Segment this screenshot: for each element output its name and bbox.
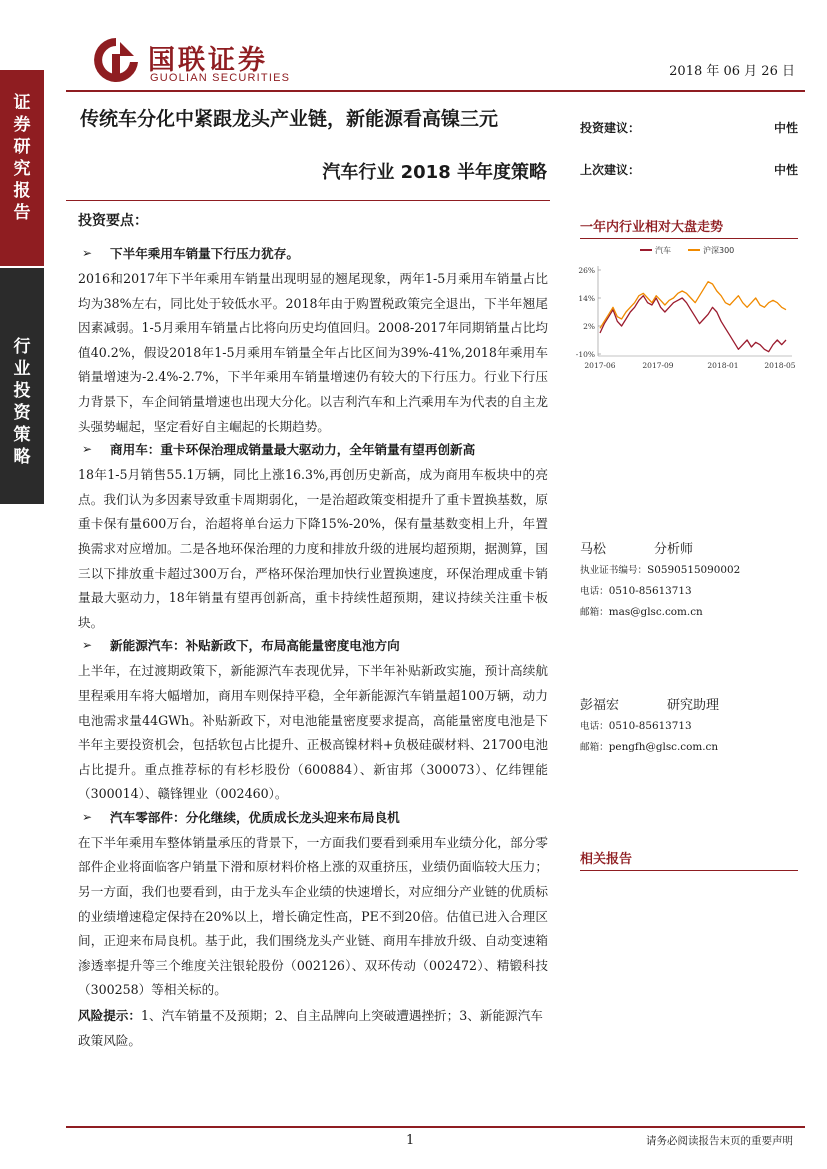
legend-label: 汽车 [655, 246, 671, 255]
sidebar-character: 行 [13, 337, 31, 357]
y-tick-label: 2% [583, 322, 595, 331]
analyst-email[interactable]: mas@glsc.com.cn [608, 606, 703, 618]
investment-rating-value: 中性 [773, 121, 798, 135]
section-heading-commercial [78, 440, 548, 459]
sidebar-character: 券 [13, 115, 31, 135]
section-heading-text: 下半年乘用车销量下行压力犹存。 [110, 246, 299, 261]
title-divider [66, 200, 550, 201]
sidebar-character: 投 [13, 381, 31, 401]
risk-warning [78, 1004, 548, 1053]
chart-section-divider [580, 238, 798, 239]
analyst-phone: 0510-85613713 [608, 585, 692, 597]
x-tick-label: 2018-01 [707, 361, 739, 370]
analyst-cert-row [580, 560, 798, 581]
risk-warning-text: 1、汽车销量不及预期；2、自主品牌向上突破遭遇挫折；3、新能源汽车政策风险。 [78, 1008, 543, 1048]
sidebar-character: 研 [13, 137, 31, 157]
relative-performance-chart [570, 240, 802, 380]
disclaimer-note: 请务必阅读报告末页的重要声明 [646, 1135, 793, 1147]
analyst-name: 彭福宏 [580, 698, 620, 713]
sidebar-character: 略 [13, 447, 31, 467]
section-paragraph-passenger: 2016和2017年下半年乘用车销量出现明显的翘尾现象，两年1-5月乘用车销量占比均为38%左右，同比处于较低水平。2018年由于购置税政策完全退出，下半年翘尾因素减弱。1-5月乘用车销量占比将向历史均值回归。2008-2017年同期销量占比均值40.2%，假设2018年1-5月乘用车销量全年占比区间为39%-41%,2018年乘用车销量增速为-2.4%-2.7%，下半年乘用车销量增速仍有较大的下行压力。行业下行压力背景下，车企间销量增速也出现大分化。以吉利汽车和上汽乘用车为代表的自主龙头强势崛起，坚定看好自主崛起的长期趋势。 [78, 271, 548, 434]
analyst-title: 分析师 [654, 542, 694, 557]
sidebar-report-type-label [0, 92, 44, 224]
analyst-phone-label: 电话： [580, 721, 609, 732]
analyst-card [580, 540, 798, 623]
sidebar-character: 报 [13, 181, 31, 201]
analyst-email-label: 邮箱： [580, 607, 609, 618]
report-date: 2018 年 06 月 26 日 [669, 64, 795, 79]
chart-section-heading [580, 216, 798, 235]
section-heading-text: 汽车零部件：分化继续，优质成长龙头迎来布局良机 [110, 809, 400, 825]
section-heading-text: 商用车：重卡环保治理成销量最大驱动力，全年销量有望再创新高 [110, 442, 476, 458]
x-tick-label: 2017-06 [584, 361, 616, 370]
bullet-arrow-icon: ➢ [82, 442, 93, 457]
analyst-title: 研究助理 [667, 698, 720, 713]
analyst-cert-label: 执业证书编号： [580, 565, 648, 576]
sidebar-character: 业 [13, 359, 31, 379]
logo-english-name: GUOLIAN SECURITIES [150, 72, 291, 84]
section-paragraph-commercial: 18年1-5月销售55.1万辆，同比上涨16.3%,再创历史新高，成为商用车板块中的亮点。我们认为多因素导致重卡周期弱化，一是治超政策变相提升了重卡置换基数，原重卡保有量600万台，治超将单台运力下降15%-20%，保有量基数变相上升，年置换需求对应增加。二是各地环保治理的力度和排放升级的进展均超预期，据测算，国三以下排放重卡超过300万台，严格环保治理加快行业置换速度，环保治理成重卡销量最大驱动力，18年销量有望再创新高，重卡持续性超预期，建议持续关注重卡板块。 [78, 467, 548, 630]
section-heading-passenger [78, 244, 548, 263]
bullet-arrow-icon: ➢ [82, 638, 93, 653]
y-tick-label: 26% [578, 266, 595, 275]
analyst-phone-row [580, 581, 798, 602]
analyst-name: 马松 [580, 542, 607, 557]
y-tick-label: -10% [575, 350, 595, 359]
logo-chinese-name: 国联证券 [148, 45, 268, 76]
analyst-phone-row [580, 716, 798, 737]
section-heading-parts [78, 808, 548, 827]
section-heading-new-energy [78, 636, 548, 655]
analyst-name-row [580, 696, 798, 716]
bullet-arrow-icon: ➢ [82, 246, 93, 260]
analyst-card [580, 696, 798, 758]
footer-divider [66, 1126, 805, 1128]
section-heading-text: 新能源汽车：补贴新政下，布局高能量密度电池方向 [110, 638, 400, 654]
y-tick-label: 14% [578, 294, 595, 303]
chart-section-heading-text: 一年内行业相对大盘走势 [580, 220, 724, 235]
sidebar-character: 究 [13, 159, 31, 179]
chart-svg [570, 240, 802, 380]
header-divider [66, 90, 805, 92]
analyst-cert: S0590515090002 [647, 564, 741, 576]
page-number: 1 [406, 1133, 415, 1148]
sidebar-character: 告 [13, 203, 31, 223]
x-tick-label: 2017-09 [642, 361, 674, 370]
sidebar-report-category [0, 268, 44, 504]
previous-rating-label: 上次建议： [580, 163, 641, 177]
bullet-arrow-icon: ➢ [82, 809, 93, 824]
key-points-heading: 投资要点： [78, 213, 148, 229]
sidebar-character: 证 [13, 93, 31, 113]
series-line-auto [600, 296, 786, 352]
legend-label: 沪深300 [703, 246, 735, 255]
sidebar-report-category-label [0, 336, 44, 468]
previous-rating-value: 中性 [773, 163, 798, 177]
report-subtitle: 汽车行业 2018 半年度策略 [322, 162, 547, 183]
logo-emblem-icon [90, 34, 142, 88]
investment-rating-label: 投资建议： [580, 121, 641, 135]
risk-warning-label: 风险提示： [78, 1008, 141, 1024]
main-content [78, 208, 548, 1053]
company-logo [90, 34, 320, 90]
series-line-hs300 [600, 282, 786, 329]
section-paragraph-parts: 在下半年乘用车整体销量承压的背景下，一方面我们要看到乘用车业绩分化，部分零部件企业将面临客户销量下滑和原材料价格上涨的双重挤压，业绩仍面临较大压力；另一方面，我们也要看到，由于龙头车企业绩的快速增长，对应细分产业链的优质标的业绩增速稳定保持在20%以上，增长确定性高，PE不到20倍。估值已进入合理区间，正迎来布局良机。基于此，我们围绕龙头产业链、商用车排放升级、自动变速箱渗透率提升等三个维度关注银轮股份（002126）、双环传动（002472）、精锻科技（300258）等相关标的。 [78, 834, 548, 998]
related-reports-heading [580, 848, 798, 867]
analyst-phone-label: 电话： [580, 586, 609, 597]
analyst-email-row [580, 602, 798, 623]
section-paragraph-new-energy: 上半年，在过渡期政策下，新能源汽车表现优异，下半年补贴新政实施，预计高续航里程乘用车将大幅增加，商用车则保持平稳，全年新能源汽车销量超100万辆，动力电池需求量44GWh。补贴新政下，对电池能量密度要求提高，高能量密度电池是下半年主要投资机会，包括软包占比提升、正极高镍材料+负极硅碳材料、21700电池占比提升。重点推荐标的有杉杉股份（600884）、新宙邦（300073）、亿纬锂能（300014）、赣锋锂业（002460）。 [78, 663, 548, 802]
analyst-email[interactable]: pengfh@glsc.com.cn [608, 741, 719, 753]
analyst-phone: 0510-85613713 [608, 720, 692, 732]
analyst-email-row [580, 737, 798, 758]
sidebar-character: 策 [13, 425, 31, 445]
related-reports-heading-text: 相关报告 [580, 852, 633, 867]
related-reports-divider [580, 870, 798, 871]
analyst-email-label: 邮箱： [580, 742, 609, 753]
analyst-name-row [580, 540, 798, 560]
sidebar-report-type [0, 70, 44, 266]
report-title: 传统车分化中紧跟龙头产业链，新能源看高镍三元 [80, 108, 499, 130]
sidebar-character: 资 [13, 403, 31, 423]
x-tick-label: 2018-05 [764, 361, 796, 370]
